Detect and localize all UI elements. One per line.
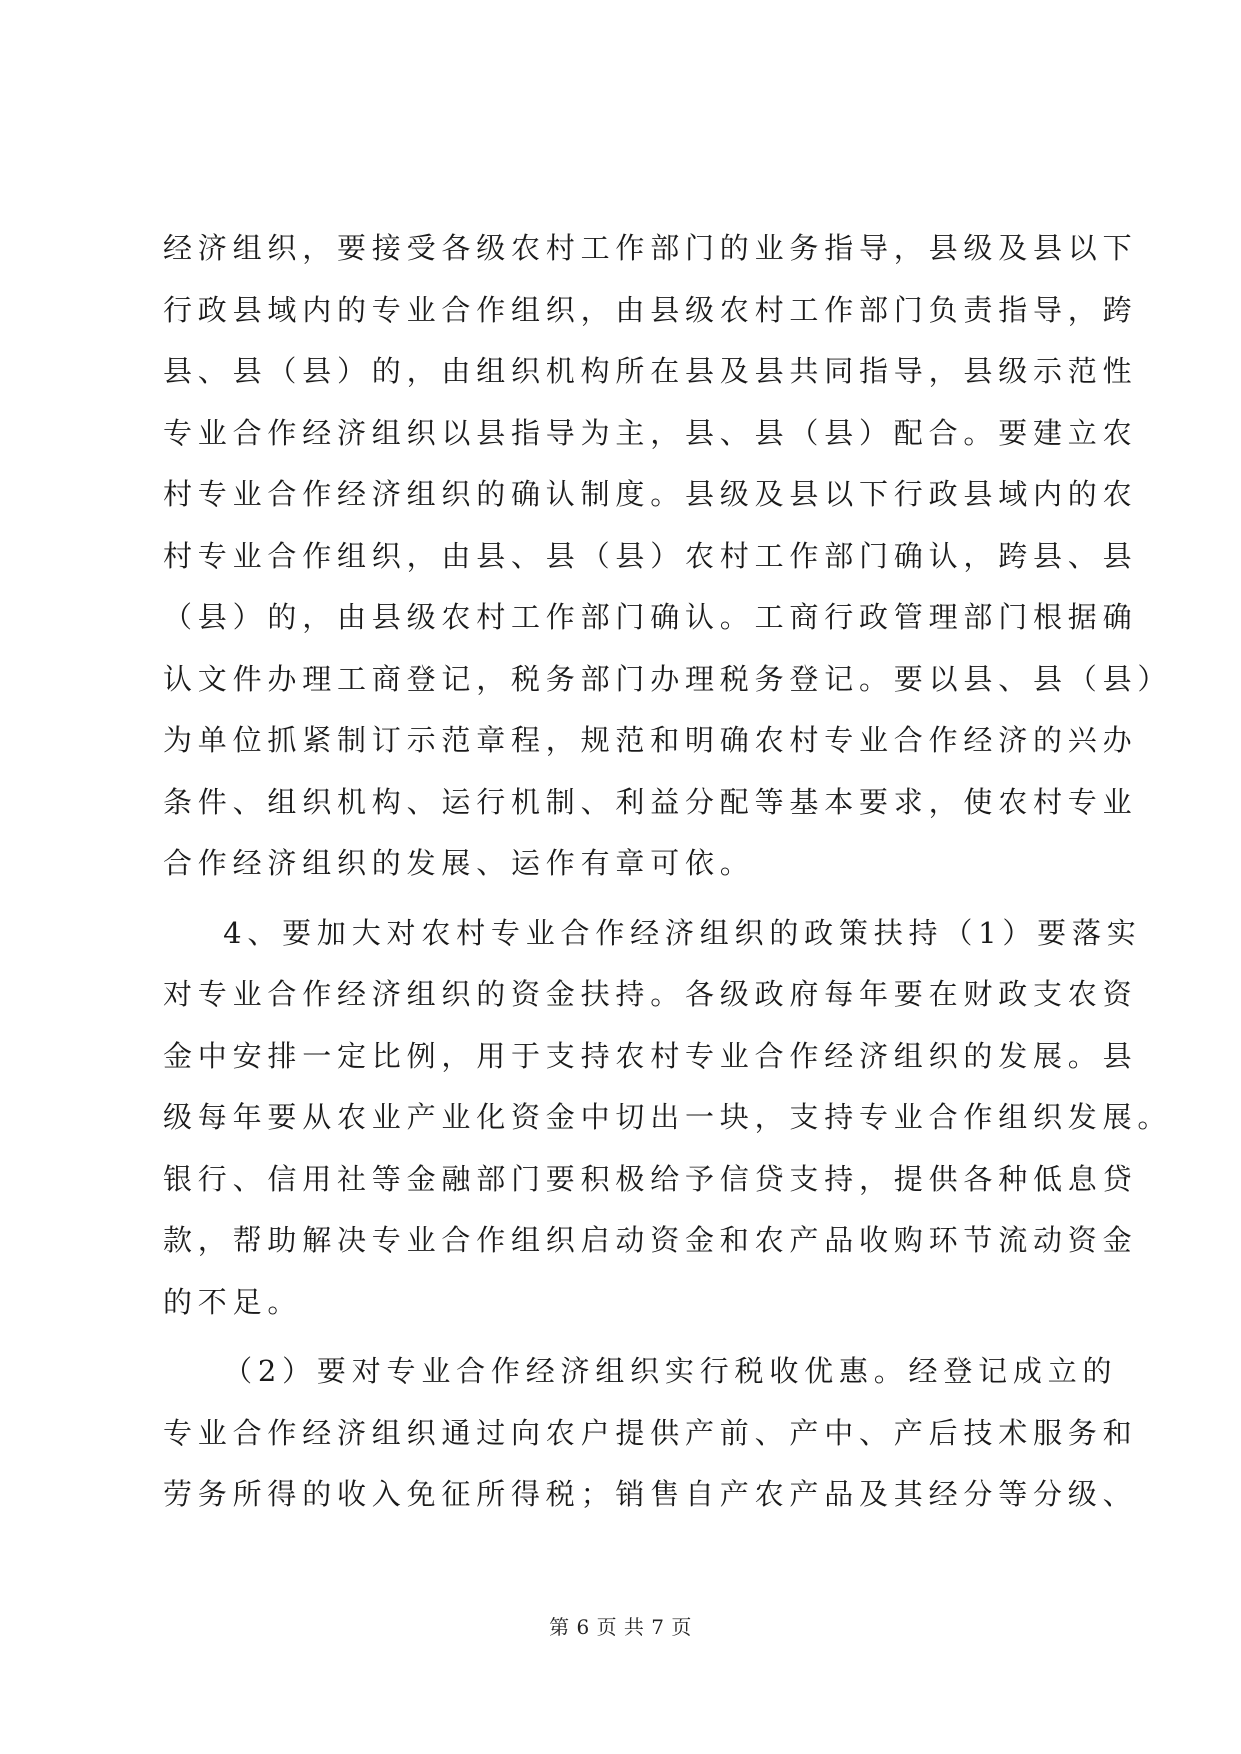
- text-line: 合作经济组织的发展、运作有章可依。: [163, 846, 755, 880]
- text-line: 银行、信用社等金融部门要积极给予信贷支持，提供各种低息贷: [163, 1161, 1138, 1196]
- page-number-label: 第 6 页 共 7 页: [549, 1615, 692, 1639]
- text-line: 劳务所得的收入免征所得税；销售自产农产品及其经分等分级、: [163, 1477, 1138, 1511]
- text-line: 认文件办理工商登记，税务部门办理税务登记。要以县、县（县）: [163, 661, 1173, 696]
- paragraph-2: [163, 903, 1173, 1334]
- text-line: 村专业合作经济组织的确认制度。县级及县以下行政县域内的农: [163, 477, 1138, 511]
- paragraph-3: [163, 1341, 1138, 1526]
- body-text: [163, 218, 1173, 1526]
- text-line: （2）要对专业合作经济组织实行税收优惠。经登记成立的: [163, 1354, 1118, 1388]
- paragraph-spacer: [163, 895, 1083, 903]
- text-line: 专业合作经济组织以县指导为主，县、县（县）配合。要建立农: [163, 415, 1138, 450]
- text-line: 款，帮助解决专业合作组织启动资金和农产品收购环节流动资金: [163, 1223, 1138, 1257]
- text-line: 级每年要从农业产业化资金中切出一块，支持专业合作组织发展。: [163, 1100, 1173, 1134]
- paragraph-1: [163, 218, 1173, 895]
- page-footer: [0, 1611, 1241, 1640]
- text-line: 的不足。: [163, 1284, 303, 1319]
- text-line: 4、要加大对农村专业合作经济组织的政策扶持（1）要落实: [163, 915, 1142, 950]
- text-line: 县、县（县）的，由组织机构所在县及县共同指导，县级示范性: [163, 354, 1138, 388]
- text-line: 经济组织，要接受各级农村工作部门的业务指导，县级及县以下: [163, 231, 1138, 265]
- text-line: （县）的，由县级农村工作部门确认。工商行政管理部门根据确: [163, 600, 1138, 634]
- text-line: 金中安排一定比例，用于支持农村专业合作经济组织的发展。县: [163, 1038, 1138, 1073]
- paragraph-spacer: [163, 1333, 1083, 1341]
- text-line: 为单位抓紧制订示范章程，规范和明确农村专业合作经济的兴办: [163, 723, 1138, 757]
- text-line: 条件、组织机构、运行机制、利益分配等基本要求，使农村专业: [163, 784, 1138, 819]
- text-line: 专业合作经济组织通过向农户提供产前、产中、产后技术服务和: [163, 1415, 1138, 1450]
- text-line: 行政县域内的专业合作组织，由县级农村工作部门负责指导，跨: [163, 292, 1138, 327]
- text-line: 对专业合作经济组织的资金扶持。各级政府每年要在财政支农资: [163, 977, 1138, 1011]
- text-line: 村专业合作组织，由县、县（县）农村工作部门确认，跨县、县: [163, 538, 1138, 573]
